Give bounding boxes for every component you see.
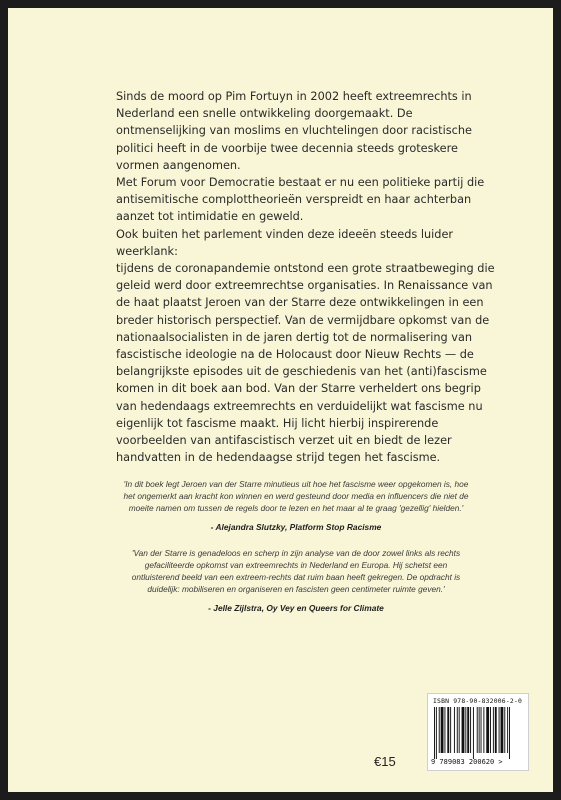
price: €15 [374,754,396,769]
endorsements [120,478,472,628]
endorsement-quote: 'Van der Starre is genadeloos en scherp in zijn analyse van de door zowel links als rechts gefaciliteerde opkomst van extreemrechts in Nederland en Europa. Hij schetst een ontluisterend beeld van een extreem-rechts dat ruim baan heeft gekregen. De opdracht is duidelijk: mobiliseren en organiseren en fascisten geen centimeter ruimte geven.' [131,547,461,595]
isbn-barcode [427,693,529,771]
endorsement-quote: 'In dit boek legt Jeroen van der Starre minutieus uit hoe het fascisme weer opgekomen is, hoe het ongemerkt aan kracht kon winnen en werd gesteund door media en influencers die niet de moeite namen om tussen de regels door te lezen en het maar al te graag 'gezellig' hielden.' [123,479,469,514]
barcode-icon [434,707,522,759]
blurb-paragraph: Sinds de moord op Pim Fortuyn in 2002 heeft extreemrechts in Nederland een snelle ontwikkeling doorgemaakt. De ontmenselijking van moslims en vluchtelingen door racistische politici heeft in de voorbije twee decennia steeds groteskere vormen aangenomen. [116,90,472,172]
barcode-digits: 9 789083 200620 > [431,758,503,766]
endorsement-attribution: - Alejandra Slutzky, Platform Stop Racisme [210,521,382,532]
isbn-label: ISBN 978-90-832006-2-0 [433,697,523,705]
book-back-cover [8,8,553,792]
blurb-paragraph: Met Forum voor Democratie bestaat er nu een politieke partij die antisemitische complottheorieën verspreidt en haar achterban aanzet tot intimidatie en geweld. [116,176,485,224]
blurb [116,88,496,466]
blurb-paragraph: Ook buiten het parlement vinden deze ideeën steeds luider weerklank: [116,227,454,258]
endorsement-attribution: - Jelle Zijlstra, Oy Vey en Queers for Climate [208,602,384,613]
blurb-paragraph: tijdens de coronapandemie ontstond een grote straatbeweging die geleid werd door extreemrechtse organisaties. In Renaissance van de haat plaatst Jeroen van der Starre deze ontwikkelingen in een breder historisch perspectief. Van de vermijdbare opkomst van de nationaalsocialisten in de jaren dertig tot de normalisering van fascistische ideologie na de Holocaust door Nieuw Rechts — de belangrijkste episodes uit de geschiedenis van het (anti)fascisme komen in dit boek aan bod. Van der Starre verheldert ons begrip van hedendaags extreemrechts en verduidelijkt wat fascisme nu eigenlijk tot fascisme maakt. Hij licht hierbij inspirerende voorbeelden van antifascistisch verzet uit en biedt de lezer handvatten in de hedendaagse strijd tegen het fascisme. [116,262,495,465]
